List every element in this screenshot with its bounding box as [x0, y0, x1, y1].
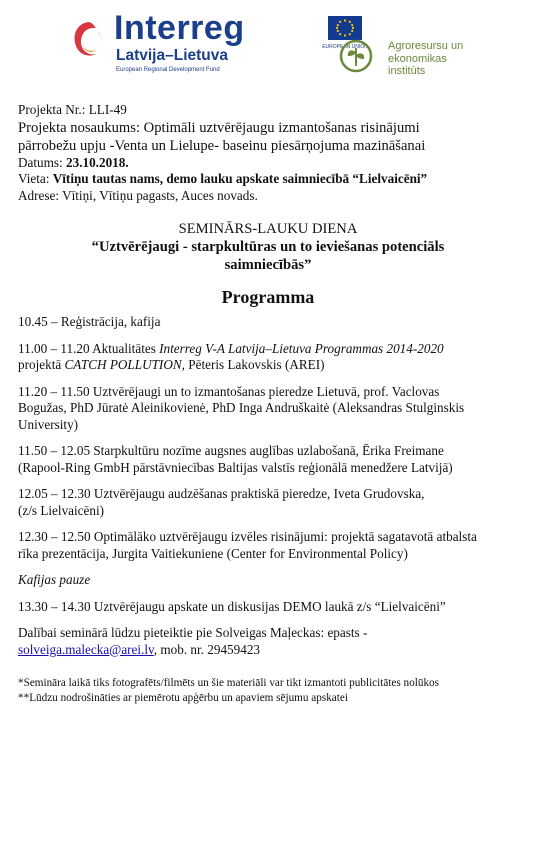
place-value: Vītiņu tautas nams, demo lauku apskate saimniecībā “Lielvaicēni”: [52, 171, 428, 186]
address-value: Vītiņi, Vītiņu pagasts, Auces novads.: [62, 187, 258, 203]
event-type: SEMINĀRS-LAUKU DIENA: [178, 221, 358, 237]
coffee-break: Kafijas pauze: [18, 572, 91, 587]
event-title-line2: saimniecībās”: [224, 257, 312, 273]
footnote-photo: *Semināra laikā tiks fotografēts/filmēts un šie materiāli var tikt izmantoti publicitātes nolūkos: [18, 677, 439, 689]
eu-flag-icon: [328, 16, 362, 40]
item2-project-label: projektā: [18, 357, 65, 372]
date-label: Datums:: [18, 154, 63, 170]
programme-item-soil-1: 11.50 – 12.05 Starpkultūru nozīme augsnes auglības uzlabošanā, Ērika Freimane: [18, 443, 444, 458]
programme-item-practice-1: 12.05 – 12.30 Uztvērējaugu audzēšanas praktiskā pieredze, Iveta Grudovska,: [18, 486, 425, 501]
arei-line3: institūts: [388, 65, 426, 77]
interreg-fund: European Regional Development Fund: [116, 67, 220, 73]
project-number: LLI-49: [88, 102, 127, 117]
phone-text: , mob. nr. 29459423: [153, 641, 261, 657]
item2-project-italic: CATCH POLLUTION,: [64, 357, 185, 372]
programme-item-soil-2: (Rapool-Ring GmbH pārstāvniecības Baltijas valstīs reģionālā menedžere Latvijā): [18, 459, 453, 475]
leaf-circle-icon: [338, 38, 374, 74]
interreg-swirl-icon: [70, 18, 106, 64]
arei-logo: [338, 38, 538, 88]
item2-text: 11.00 – 11.20 Aktualitātes: [18, 340, 160, 356]
programme-item-tool-1: 12.30 – 12.50 Optimālāko uztvērējaugu izvēles risinājumi: projektā sagatavotā atbalsta: [18, 529, 477, 544]
project-number-label: Projekta Nr.:: [18, 102, 86, 117]
date-value: 23.10.2018.: [66, 154, 129, 170]
arei-name: [388, 40, 463, 78]
interreg-logo: [70, 9, 368, 78]
date-line: [18, 155, 518, 172]
item2-speaker: Pēteris Lakovskis (AREI): [184, 357, 325, 372]
programme-item-registration: 10.45 – Reģistrācija, kafija: [18, 314, 161, 329]
arei-line1: Agroresursu un: [388, 40, 464, 52]
programme-item-demo: 13.30 – 14.30 Uztvērējaugu apskate un diskusijas DEMO laukā z/s “Lielvaicēni”: [18, 598, 446, 614]
project-name-label: Projekta nosaukums:: [18, 119, 141, 136]
logo-bar: [0, 0, 549, 95]
project-name-line2: pārrobežu upju -Venta un Lielupe- baseinu piesārņojuma mazināšanai: [18, 137, 426, 154]
eu-label: EUROPEAN UNION: [322, 44, 368, 50]
programme-item-interreg-cont: [18, 357, 518, 374]
address-label: Adrese:: [18, 187, 60, 203]
registration-line2: [18, 642, 518, 659]
programme-item-lithuania-1: 11.20 – 11.50 Uztvērējaugi un to izmantošanas pieredze Lietuvā, prof. Vaclovas: [18, 383, 440, 399]
email-link[interactable]: solveiga.malecka@arei.lv: [18, 641, 154, 657]
document-body: [18, 102, 518, 706]
place-line: [18, 171, 518, 188]
project-number-line: [18, 102, 518, 119]
project-name-line1: [18, 119, 518, 137]
address-line: [18, 188, 518, 205]
interreg-region: Latvija–Lietuva: [116, 47, 228, 64]
event-title-line1: “Uztvērējaugi - starpkultūras un to ieviešanas potenciāls: [91, 239, 445, 255]
programme-item-practice-2: (z/s Lielvaicēni): [18, 502, 105, 518]
registration-line1: Dalībai seminārā lūdzu pieteiktie pie Solveigas Maļeckas: epasts -: [18, 625, 368, 640]
item2-programme-italic: Interreg V-A Latvija–Lietuva Programmas 2014-2020: [159, 340, 444, 356]
programme-item-lithuania-2: Bogužas, PhD Jūratė Aleinikovienė, PhD Inga Andruškaitė (Aleksandras Stulginskis: [18, 400, 465, 415]
programme-heading: Programma: [221, 287, 315, 307]
programme-item-interreg: [18, 341, 518, 358]
footnote-clothing: **Lūdzu nodrošināties ar piemērotu apģērbu un apaviem sējumu apskatei: [18, 692, 348, 704]
programme-item-tool-2: rīka prezentācija, Jurgita Vaitiekuniene (Center for Environmental Policy): [18, 545, 408, 561]
programme-item-lithuania-3: University): [18, 416, 79, 432]
place-label: Vieta:: [18, 171, 50, 186]
arei-line2: ekonomikas: [388, 52, 447, 65]
interreg-wordmark: Interreg: [114, 9, 245, 47]
project-name-part1: Optimāli uztvērējaugu izmantošanas risinājumi: [143, 119, 420, 136]
